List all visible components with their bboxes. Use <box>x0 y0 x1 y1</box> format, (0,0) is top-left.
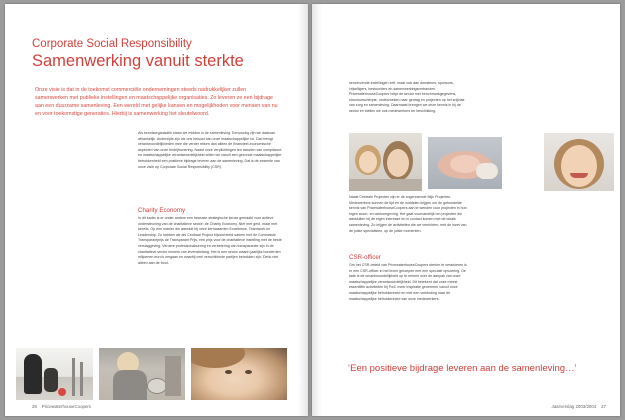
body-paragraph-2: In dit kader is er onder andere een bewuste strategische keuze gemaakt voor actieve ondersteuning van de charitatieve sector: de Charity Economy. Niet met geld, maar met kennis. Op een manier die aansluit bij onze kernwaarden Excellence, Teamwork en Leadership. Zo hebben we als Centraal Project bijvoorbeeld samen met de Commissie Transparantprijs de Transparant Prijs, een prijs voor de charitatieve instelling met de beste verslaggeving. Verdere professionalisering en verbetering van transparantie zijn in de charitatieve sector immers van levensbelang. Het is een sector waarin jaarlijks honderden miljoenen euro's omgaan en waarbij veel verschillende partijen betrokken zijn. Denk niet alleen aan de fond- <box>138 216 282 265</box>
right-text-column-bottom <box>349 263 469 302</box>
gutter-shadow <box>312 4 322 416</box>
left-text-column <box>138 131 285 170</box>
photo-two-girls <box>349 133 422 191</box>
left-page <box>5 4 308 416</box>
page-title: Samenwerking vanuit sterkte <box>32 52 244 70</box>
photo-child-outdoors <box>16 348 93 400</box>
body-paragraph-top: senvervende instellingen zelf, maar ook aan donateurs, sponsors, vrijwilligers, bestuurders en samenwerkingsverbanden. PricewaterhouseCoopers helpt de sector met benchmarkgegevens, structuurscherpte, onderzoeken naar gedrag en projecten op het snijvlak van zorg en samenleving. Daarnaast brengen we onze kennis in bij de sector en stellen we ook medewerkers ter beschikking. <box>349 81 465 113</box>
subhead-csr-officer: CSR-officer <box>349 254 381 261</box>
right-text-column-middle <box>349 195 469 234</box>
right-text-column-top <box>349 81 469 115</box>
section-title: Corporate Social Responsibility <box>32 38 192 50</box>
subhead-charity-economy: Charity Economy <box>138 207 186 214</box>
gutter-shadow <box>298 4 308 416</box>
body-paragraph-middle: Naast Centrale Projecten zijn er de zogenoemde Mijn Projecten. Medewerkers kunnen de tijd en de middelen krijgen om de gebundelde kennis van PricewaterhouseCoopers aan te wenden voor projecten in hun eigen woon- en werkomgeving. Het gaat voornamelijk om projecten die aansluiten bij de eigen interesse en in contact komen met de lokale samenleving. Zo krijgen de activiteiten die we verrichten, met de inzet van de juiste specialisten, op de juiste momenten. <box>349 195 467 233</box>
footer-company: PricewaterhouseCoopers <box>41 404 92 409</box>
photo-girl-smiling <box>544 133 614 191</box>
intro-paragraph: Onze visie is dat in de toekomst commerciële ondernemingen steeds nadrukkelijker zullen samenwerken met publieke instellingen en maatschappelijke organisaties. Zo leveren ze een bijdrage aan een duurzame samenleving. Een wereld met gelijke kansen en mogelijkheden voor mensen van nu en voor toekomstige generaties. Hierbij is samenwerking het sleutelwoord. <box>35 87 278 117</box>
photo-child-with-toy <box>99 348 185 400</box>
footer-page-number: 27 <box>601 404 606 409</box>
photo-child-face <box>191 348 287 400</box>
body-paragraph-bottom: Om het CSR-beleid van PricewaterhouseCoopers sterker te verankeren is er een CSR-officer in het leven geroepen met een speciale opvoering. De taak is de verantwoordelijkheid op te nemen over de aanpak van onze maatschappelijke verantwoordelijkheid. Dit betekent dat onze meest essentiële activiteiten bij PwC meer inspiratie genereren vanuit onze maatschappelijke betrokkenheid en met een verbinding naar de maatschappelijke betrokkenheid van onze medewerkers. <box>349 263 467 301</box>
footer-page-number: 26 <box>32 404 37 409</box>
body-paragraph-1: Als kennisorganisatie staan we midden in de samenleving. Eenvoudig zijn we daarvan afhankelijk. Anderzijds zijn we ons bewust van onze maatschappelijke rol. Dat brengt verantwoordelijkheden mee die verder reiken dan alleen de financieel-economische aspecten van onze bedrijfsvoering. Naast onze verplichtingen ten aanzien van compliance en maatschappelijke verantwoordelijkheid willen we vanuit een gezonde maatschappelijke betrokkenheid een positieve bijdrage leveren aan de samenleving. Dat is de essentie van onze visie op Corporate Social Responsibility (CSR). <box>138 131 282 169</box>
left-text-column-2 <box>138 216 285 266</box>
footer-right <box>552 404 606 409</box>
pull-quote: ‘Een positieve bijdrage leveren aan de samenleving…’ <box>348 363 577 374</box>
footer-left <box>32 404 91 409</box>
photo-hands-baby <box>428 137 502 189</box>
footer-report-title: Jaarverslag 2003/2004 <box>551 404 597 409</box>
right-page <box>312 4 620 416</box>
